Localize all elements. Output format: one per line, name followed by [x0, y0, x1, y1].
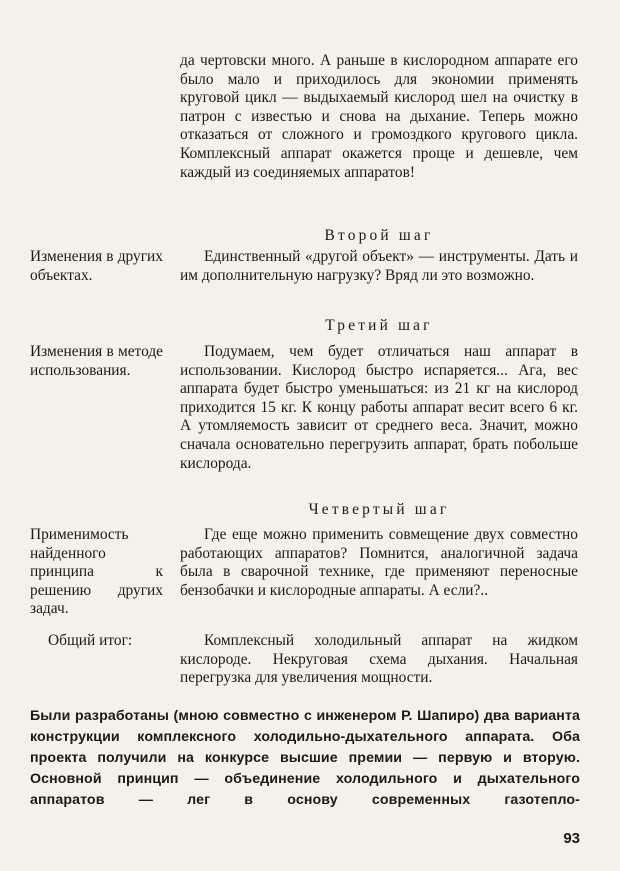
paragraph-third-step: Подумаем, чем будет отличаться наш аппарат в использовании. Кислород быстро испаряется... Ага, вес аппарата будет быстро уменьшаться: из 21 кг на кислород приходится 15 кг. К концу работы аппарат весит всего 6 кг. А утомляемость зависит от среднего веса. Значит, можно сначала основательно перегрузить аппарат, брать побольше кислорода.	[180, 343, 578, 472]
page-number: 93	[563, 830, 580, 847]
summary-text: Комплексный холодильный аппарат на жидком кислороде. Некруговая схема дыхания. Начальная перегрузка для увеличения мощности.	[180, 632, 578, 687]
paragraph-second-step: Единственный «другой объект» — инструменты. Дать и им дополнительную нагрузку? Вряд ли это возможно.	[180, 248, 578, 284]
side-note-second-step: Изменения в других объектах.	[30, 248, 163, 284]
side-note-fourth-step: Применимость найденного принципа к решению других задач.	[30, 526, 163, 618]
closing-paragraph: Были разработаны (мною совместно с инженером Р. Шапиро) два варианта конструкции комплексного холодильно-дыхательного аппарата. Оба проекта получили на конкурсе высшие премии — первую и вторую. Основной принцип — объединение холодильного и дыхательного аппаратов — лег в основу современных газотепло-	[30, 708, 580, 808]
intro-paragraph: да чертовски много. А раньше в кислородном аппарате его было мало и приходилось для экономии применять круговой цикл — выдыхаемый кислород шел на очистку в патрон с известью и снова на дыхание. Теперь можно отказаться от сложного и громоздкого кругового цикла. Комплексный аппарат окажется проще и дешевле, чем каждый из соединяемых аппаратов!	[180, 52, 578, 181]
heading-third-step: Третий шаг	[325, 317, 433, 334]
paragraph-fourth-step: Где еще можно применить совмещение двух совместно работающих аппаратов? Помнится, аналогичной задача была в сварочной технике, где применяют переносные бензобачки и кислородные аппараты. А если?..	[180, 526, 578, 599]
heading-second-step: Второй шаг	[324, 227, 434, 244]
side-note-third-step: Изменения в методе использования.	[30, 343, 163, 379]
summary-label: Общий итог:	[48, 632, 133, 649]
heading-fourth-step: Четвертый шаг	[308, 501, 450, 518]
